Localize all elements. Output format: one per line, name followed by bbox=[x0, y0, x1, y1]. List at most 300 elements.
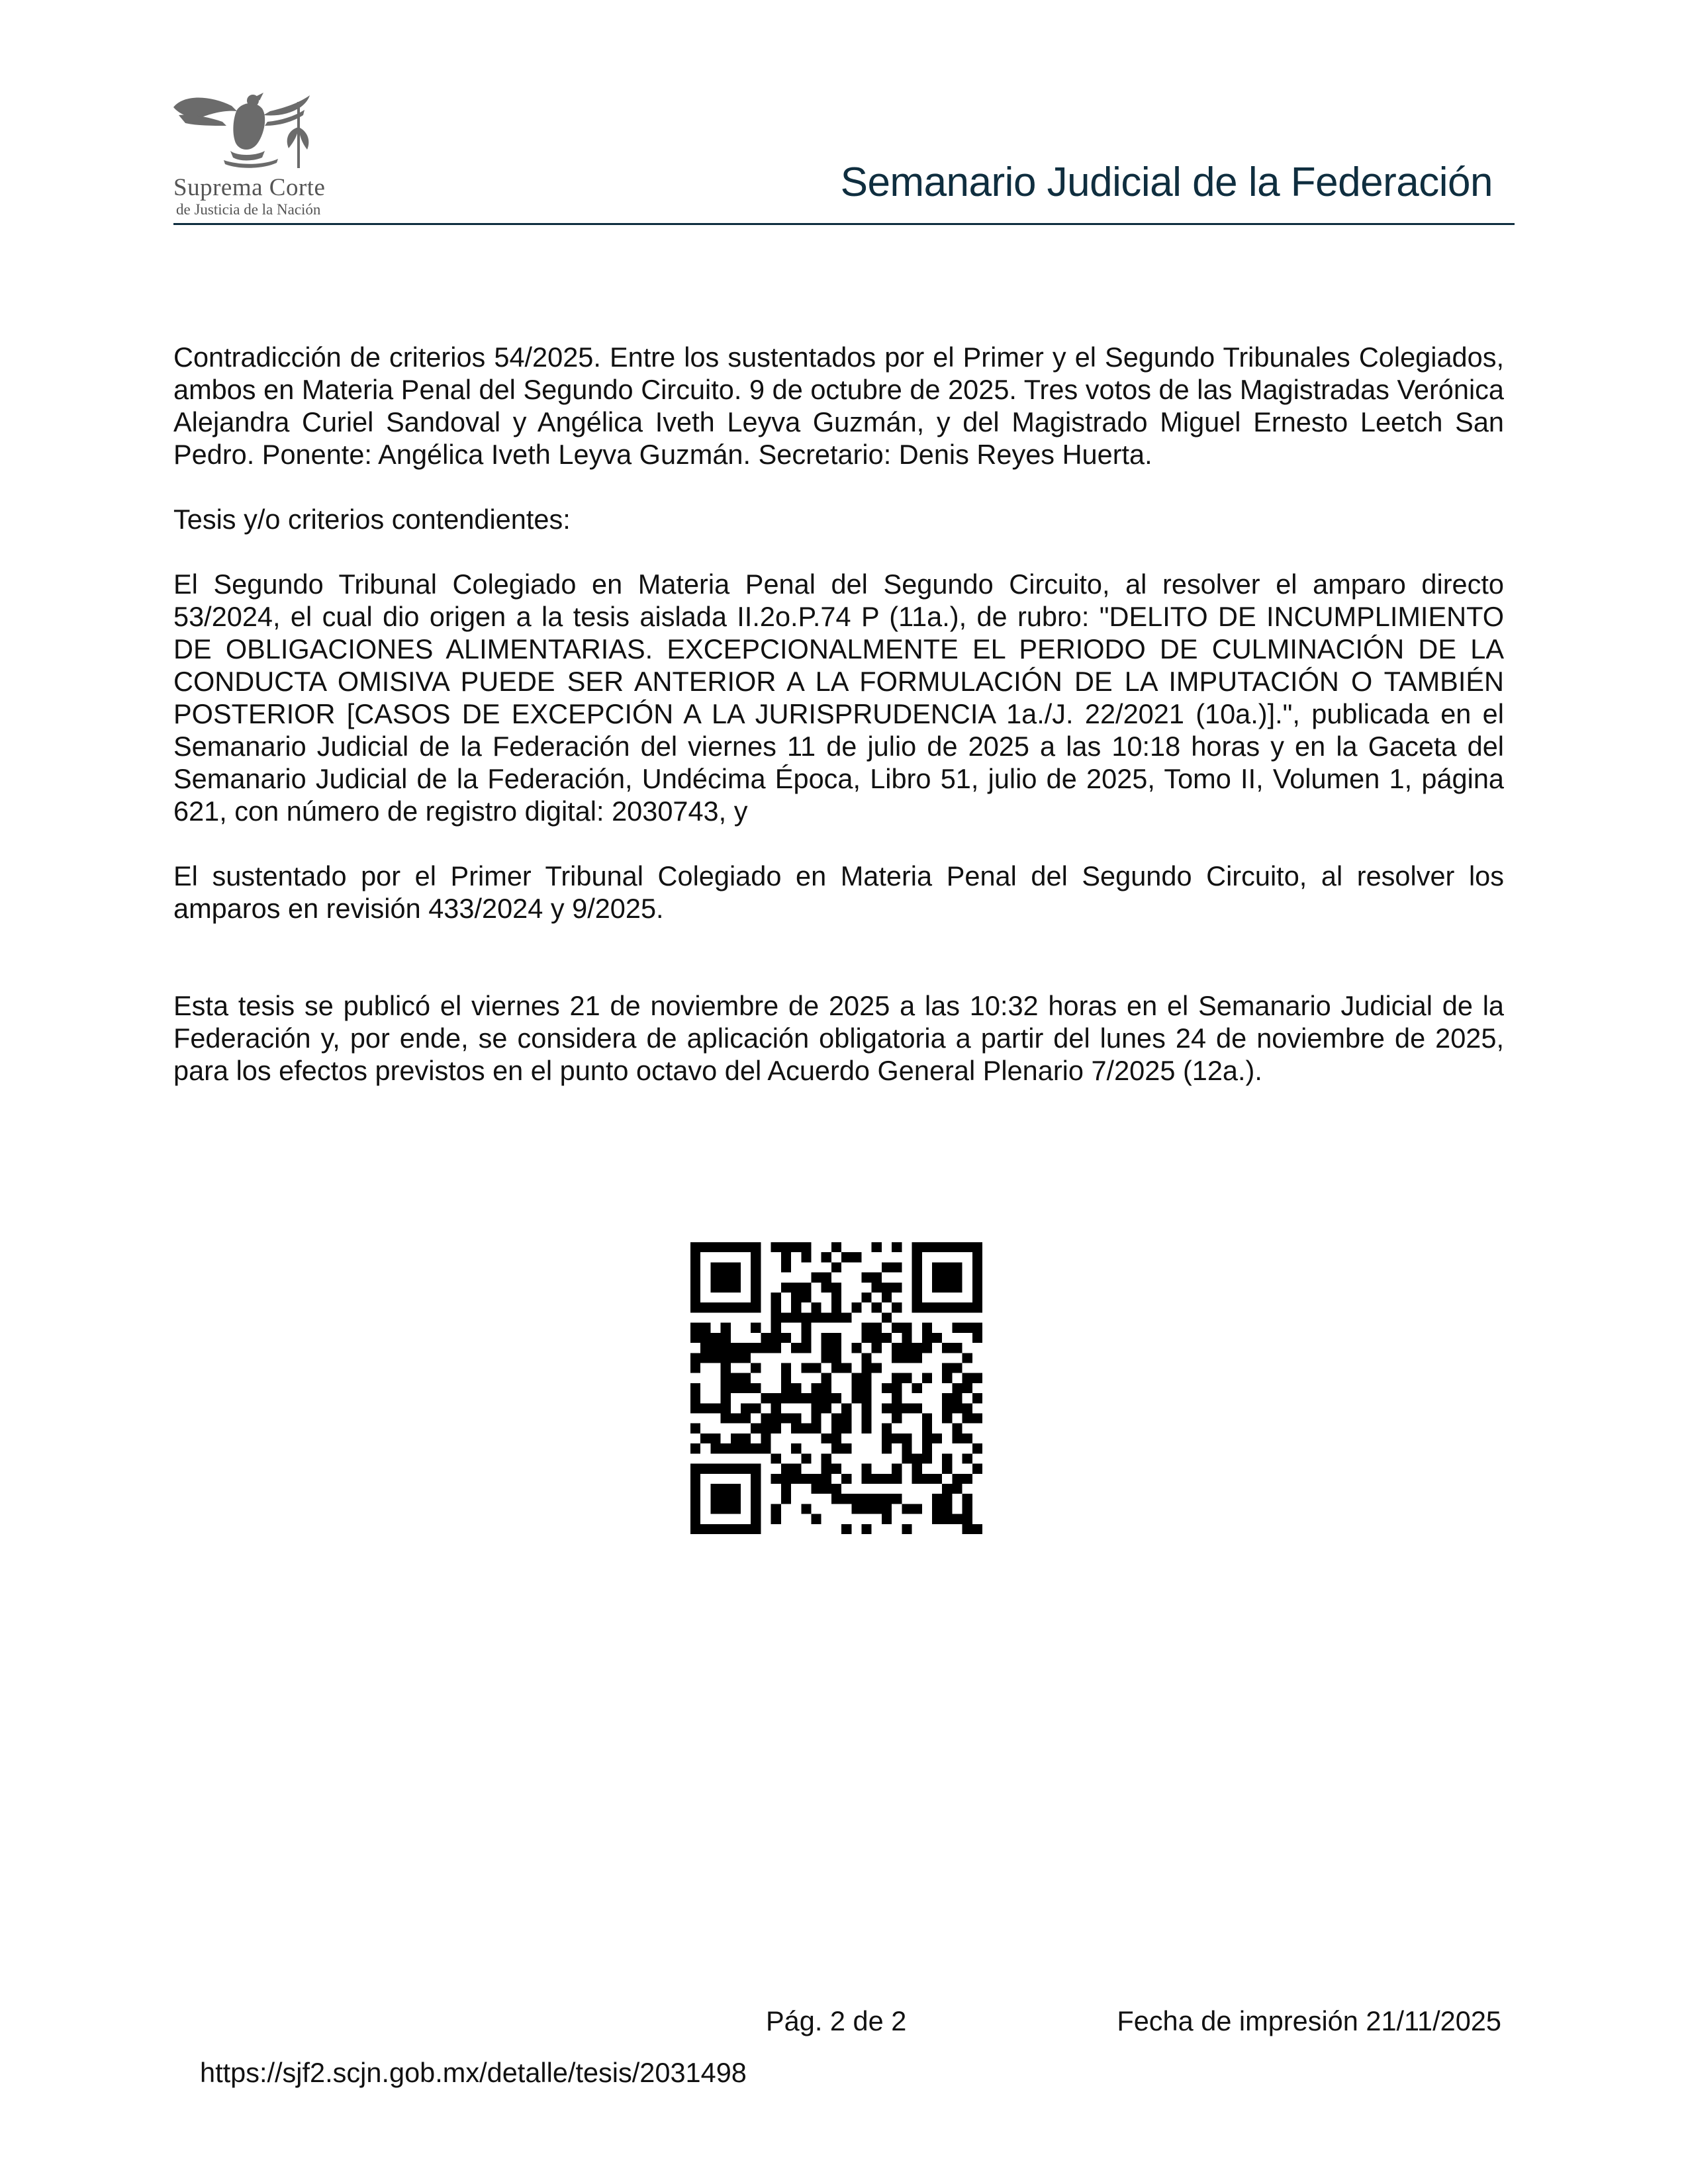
qr-module bbox=[710, 1273, 720, 1283]
qr-module bbox=[892, 1283, 902, 1293]
qr-module bbox=[831, 1464, 841, 1474]
qr-module bbox=[972, 1323, 982, 1333]
qr-module bbox=[741, 1373, 751, 1383]
qr-module bbox=[892, 1393, 902, 1403]
qr-module bbox=[912, 1293, 922, 1302]
qr-module bbox=[912, 1504, 922, 1514]
qr-module bbox=[851, 1343, 861, 1353]
qr-module bbox=[872, 1494, 882, 1504]
qr-module bbox=[811, 1403, 821, 1413]
qr-module bbox=[801, 1242, 811, 1252]
qr-module bbox=[831, 1424, 841, 1433]
qr-module bbox=[942, 1393, 952, 1403]
paragraph-publication-note: Esta tesis se publicó el viernes 21 de noviembre de 2025 a las 10:32 horas en el Semanario Judicial de la Federación y, por ende, se considera de aplicación obligatoria a partir del lunes 24 de noviembre de 2025, para los efectos previstos en el punto octavo del Acuerdo General Plenario 7/2025 (12a.). bbox=[173, 990, 1504, 1086]
qr-module bbox=[791, 1393, 801, 1403]
qr-module bbox=[700, 1353, 710, 1363]
qr-module bbox=[892, 1343, 902, 1353]
qr-module bbox=[902, 1504, 912, 1514]
qr-code-icon bbox=[690, 1242, 982, 1534]
qr-module bbox=[761, 1414, 771, 1424]
qr-module bbox=[962, 1514, 972, 1524]
qr-module bbox=[942, 1283, 952, 1293]
qr-module bbox=[882, 1403, 892, 1413]
qr-module bbox=[952, 1383, 962, 1393]
qr-module bbox=[781, 1252, 791, 1262]
qr-module bbox=[942, 1403, 952, 1413]
qr-module bbox=[690, 1424, 700, 1433]
qr-module bbox=[872, 1283, 882, 1293]
qr-module bbox=[690, 1514, 700, 1524]
qr-module bbox=[962, 1302, 972, 1312]
qr-module bbox=[821, 1312, 831, 1322]
qr-module bbox=[791, 1242, 801, 1252]
qr-module bbox=[751, 1242, 761, 1252]
header-divider bbox=[173, 223, 1515, 225]
qr-module bbox=[862, 1403, 872, 1413]
qr-module bbox=[882, 1383, 892, 1393]
qr-module bbox=[710, 1504, 720, 1514]
qr-module bbox=[731, 1273, 741, 1283]
qr-module bbox=[862, 1414, 872, 1424]
qr-module bbox=[741, 1383, 751, 1393]
qr-module bbox=[962, 1524, 972, 1534]
qr-module bbox=[862, 1383, 872, 1393]
qr-module bbox=[831, 1262, 841, 1272]
qr-module bbox=[831, 1302, 841, 1312]
qr-module bbox=[741, 1443, 751, 1453]
qr-module bbox=[821, 1464, 831, 1474]
qr-module bbox=[831, 1312, 841, 1322]
qr-module bbox=[942, 1514, 952, 1524]
qr-module bbox=[952, 1393, 962, 1403]
qr-module bbox=[892, 1403, 902, 1413]
qr-module bbox=[721, 1323, 731, 1333]
qr-module bbox=[771, 1312, 781, 1322]
qr-module bbox=[831, 1494, 841, 1504]
qr-module bbox=[892, 1373, 902, 1383]
paragraph-second-criterion: El sustentado por el Primer Tribunal Colegiado en Materia Penal del Segundo Circuito, al resolver los amparos en revisión 433/2024 y 9/2025. bbox=[173, 860, 1504, 924]
qr-module bbox=[922, 1474, 932, 1484]
source-url[interactable]: https://sjf2.scjn.gob.mx/detalle/tesis/2031498 bbox=[200, 2057, 747, 2088]
qr-module bbox=[902, 1433, 912, 1443]
qr-module bbox=[721, 1393, 731, 1403]
qr-module bbox=[892, 1464, 902, 1474]
qr-module bbox=[952, 1302, 962, 1312]
qr-module bbox=[841, 1363, 851, 1373]
document-body bbox=[173, 341, 1504, 1119]
qr-module bbox=[741, 1242, 751, 1252]
qr-module bbox=[731, 1373, 741, 1383]
qr-module bbox=[791, 1464, 801, 1474]
qr-module bbox=[821, 1283, 831, 1293]
qr-module bbox=[700, 1464, 710, 1474]
qr-module bbox=[922, 1424, 932, 1433]
qr-module bbox=[952, 1514, 962, 1524]
qr-module bbox=[721, 1302, 731, 1312]
qr-module bbox=[972, 1393, 982, 1403]
qr-module bbox=[731, 1414, 741, 1424]
qr-module bbox=[841, 1524, 851, 1534]
qr-module bbox=[882, 1494, 892, 1504]
qr-module bbox=[922, 1302, 932, 1312]
qr-module bbox=[721, 1403, 731, 1413]
logo-title: Suprema Corte bbox=[173, 174, 326, 201]
qr-module bbox=[821, 1474, 831, 1484]
qr-module bbox=[771, 1514, 781, 1524]
qr-module bbox=[872, 1323, 882, 1333]
qr-module bbox=[902, 1353, 912, 1363]
qr-module bbox=[771, 1414, 781, 1424]
qr-module bbox=[851, 1504, 861, 1514]
qr-module bbox=[741, 1343, 751, 1353]
qr-module bbox=[690, 1353, 700, 1363]
qr-module bbox=[922, 1443, 932, 1453]
qr-module bbox=[751, 1494, 761, 1504]
qr-module bbox=[801, 1333, 811, 1343]
qr-module bbox=[841, 1443, 851, 1453]
qr-module bbox=[700, 1343, 710, 1353]
qr-module bbox=[690, 1242, 700, 1252]
qr-module bbox=[942, 1494, 952, 1504]
qr-module bbox=[831, 1414, 841, 1424]
qr-module bbox=[952, 1403, 962, 1413]
qr-module bbox=[710, 1343, 720, 1353]
qr-module bbox=[952, 1343, 962, 1353]
qr-module bbox=[972, 1283, 982, 1293]
qr-module bbox=[882, 1424, 892, 1433]
qr-module bbox=[962, 1494, 972, 1504]
qr-module bbox=[862, 1424, 872, 1433]
qr-module bbox=[841, 1424, 851, 1433]
qr-module bbox=[972, 1373, 982, 1383]
qr-module bbox=[831, 1393, 841, 1403]
qr-module bbox=[811, 1484, 821, 1494]
qr-module bbox=[721, 1353, 731, 1363]
qr-module bbox=[751, 1343, 761, 1353]
qr-module bbox=[972, 1464, 982, 1474]
qr-module bbox=[821, 1453, 831, 1463]
qr-module bbox=[952, 1424, 962, 1433]
qr-module bbox=[721, 1262, 731, 1272]
qr-module bbox=[791, 1343, 801, 1353]
qr-module bbox=[892, 1302, 902, 1312]
qr-module bbox=[721, 1373, 731, 1383]
qr-module bbox=[952, 1273, 962, 1283]
qr-module bbox=[841, 1474, 851, 1484]
qr-module bbox=[690, 1464, 700, 1474]
qr-module bbox=[721, 1383, 731, 1393]
qr-module bbox=[882, 1514, 892, 1524]
qr-module bbox=[892, 1383, 902, 1393]
qr-module bbox=[731, 1242, 741, 1252]
qr-module bbox=[962, 1453, 972, 1463]
qr-module bbox=[942, 1453, 952, 1463]
qr-module bbox=[801, 1424, 811, 1433]
qr-module bbox=[811, 1514, 821, 1524]
qr-module bbox=[801, 1312, 811, 1322]
qr-module bbox=[831, 1363, 841, 1373]
qr-module bbox=[811, 1424, 821, 1433]
qr-module bbox=[690, 1443, 700, 1453]
qr-module bbox=[751, 1363, 761, 1373]
qr-module bbox=[892, 1433, 902, 1443]
qr-module bbox=[761, 1424, 771, 1433]
qr-module bbox=[882, 1262, 892, 1272]
qr-module bbox=[912, 1252, 922, 1262]
qr-module bbox=[821, 1433, 831, 1443]
qr-module bbox=[690, 1524, 700, 1534]
qr-module bbox=[771, 1343, 781, 1353]
qr-module bbox=[791, 1443, 801, 1453]
qr-module bbox=[781, 1414, 791, 1424]
scjn-logo bbox=[171, 87, 330, 220]
qr-module bbox=[751, 1464, 761, 1474]
qr-module bbox=[912, 1302, 922, 1312]
qr-module bbox=[892, 1474, 902, 1484]
qr-module bbox=[862, 1393, 872, 1403]
qr-module bbox=[801, 1504, 811, 1514]
qr-module bbox=[761, 1393, 771, 1403]
qr-module bbox=[821, 1343, 831, 1353]
qr-module bbox=[751, 1424, 761, 1433]
qr-module bbox=[801, 1363, 811, 1373]
qr-module bbox=[882, 1443, 892, 1453]
qr-module bbox=[862, 1373, 872, 1383]
qr-module bbox=[962, 1474, 972, 1484]
qr-module bbox=[731, 1433, 741, 1443]
qr-module bbox=[962, 1353, 972, 1363]
qr-module bbox=[942, 1373, 952, 1383]
qr-module bbox=[841, 1312, 851, 1322]
qr-module bbox=[972, 1242, 982, 1252]
qr-module bbox=[952, 1484, 962, 1494]
qr-module bbox=[932, 1494, 942, 1504]
qr-module bbox=[912, 1273, 922, 1283]
qr-module bbox=[811, 1302, 821, 1312]
qr-module bbox=[721, 1504, 731, 1514]
qr-module bbox=[690, 1273, 700, 1283]
qr-module bbox=[932, 1333, 942, 1343]
qr-module bbox=[791, 1424, 801, 1433]
qr-module bbox=[700, 1323, 710, 1333]
qr-module bbox=[690, 1504, 700, 1514]
qr-module bbox=[801, 1474, 811, 1484]
qr-module bbox=[882, 1504, 892, 1514]
qr-module bbox=[690, 1293, 700, 1302]
qr-module bbox=[922, 1414, 932, 1424]
qr-module bbox=[902, 1403, 912, 1413]
qr-module bbox=[811, 1273, 821, 1283]
qr-module bbox=[781, 1312, 791, 1322]
qr-module bbox=[721, 1414, 731, 1424]
qr-module bbox=[731, 1443, 741, 1453]
qr-module bbox=[912, 1383, 922, 1393]
qr-module bbox=[882, 1312, 892, 1322]
qr-module bbox=[972, 1293, 982, 1302]
eagle-seal-icon bbox=[171, 87, 330, 173]
qr-module bbox=[751, 1273, 761, 1283]
qr-module bbox=[751, 1484, 761, 1494]
qr-module bbox=[710, 1242, 720, 1252]
qr-module bbox=[751, 1514, 761, 1524]
qr-module bbox=[972, 1443, 982, 1453]
qr-module bbox=[700, 1333, 710, 1343]
qr-module bbox=[690, 1403, 700, 1413]
qr-module bbox=[781, 1333, 791, 1343]
qr-module bbox=[872, 1343, 882, 1353]
qr-module bbox=[721, 1343, 731, 1353]
qr-module bbox=[781, 1383, 791, 1393]
qr-module bbox=[751, 1504, 761, 1514]
qr-module bbox=[972, 1333, 982, 1343]
paragraph-resolution: Contradicción de criterios 54/2025. Entre los sustentados por el Primer y el Segundo Tribunales Colegiados, ambos en Materia Penal del Segundo Circuito. 9 de octubre de 2025. Tres votos de las Magistradas Verónica Alejandra Curiel Sandoval y Angélica Iveth Leyva Guzmán, y del Magistrado Miguel Ernesto Leetch San Pedro. Ponente: Angélica Iveth Leyva Guzmán. Secretario: Denis Reyes Huerta. bbox=[173, 341, 1504, 470]
qr-module bbox=[771, 1403, 781, 1413]
qr-module bbox=[731, 1302, 741, 1312]
qr-module bbox=[791, 1383, 801, 1393]
qr-module bbox=[741, 1464, 751, 1474]
qr-module bbox=[821, 1252, 831, 1262]
qr-module bbox=[912, 1262, 922, 1272]
qr-module bbox=[731, 1343, 741, 1353]
qr-module bbox=[922, 1453, 932, 1463]
qr-module bbox=[841, 1414, 851, 1424]
qr-module bbox=[851, 1302, 861, 1312]
qr-module bbox=[741, 1302, 751, 1312]
qr-module bbox=[841, 1252, 851, 1262]
qr-module bbox=[902, 1373, 912, 1383]
qr-module bbox=[902, 1524, 912, 1534]
qr-module bbox=[922, 1343, 932, 1353]
qr-module bbox=[710, 1484, 720, 1494]
qr-module bbox=[710, 1443, 720, 1453]
qr-module bbox=[872, 1242, 882, 1252]
qr-module bbox=[791, 1414, 801, 1424]
qr-module bbox=[721, 1524, 731, 1534]
qr-module bbox=[690, 1333, 700, 1343]
qr-module bbox=[862, 1363, 872, 1373]
qr-module bbox=[922, 1323, 932, 1333]
qr-module bbox=[831, 1484, 841, 1494]
qr-module bbox=[771, 1453, 781, 1463]
qr-module bbox=[690, 1393, 700, 1403]
qr-module bbox=[781, 1373, 791, 1383]
qr-module bbox=[912, 1464, 922, 1474]
qr-module bbox=[862, 1293, 872, 1302]
qr-module bbox=[741, 1403, 751, 1413]
qr-module bbox=[801, 1283, 811, 1293]
qr-module bbox=[831, 1433, 841, 1443]
qr-module bbox=[831, 1242, 841, 1252]
qr-module bbox=[872, 1504, 882, 1514]
qr-module bbox=[942, 1242, 952, 1252]
qr-module bbox=[710, 1262, 720, 1272]
qr-module bbox=[781, 1262, 791, 1272]
qr-module bbox=[781, 1494, 791, 1504]
qr-module bbox=[811, 1312, 821, 1322]
qr-module bbox=[932, 1433, 942, 1443]
qr-module bbox=[962, 1433, 972, 1443]
qr-module bbox=[710, 1524, 720, 1534]
qr-module bbox=[690, 1383, 700, 1393]
qr-module bbox=[882, 1283, 892, 1293]
qr-module bbox=[700, 1524, 710, 1534]
qr-module bbox=[821, 1393, 831, 1403]
qr-module bbox=[721, 1283, 731, 1293]
qr-module bbox=[952, 1474, 962, 1484]
qr-module bbox=[710, 1403, 720, 1413]
qr-module bbox=[771, 1424, 781, 1433]
qr-module bbox=[972, 1524, 982, 1534]
qr-module bbox=[872, 1333, 882, 1343]
qr-module bbox=[962, 1323, 972, 1333]
qr-module bbox=[882, 1433, 892, 1443]
qr-module bbox=[831, 1443, 841, 1453]
qr-module bbox=[791, 1474, 801, 1484]
paragraph-first-criterion: El Segundo Tribunal Colegiado en Materia Penal del Segundo Circuito, al resolver el amparo directo 53/2024, el cual dio origen a la tesis aislada II.2o.P.74 P (11a.), de rubro: "DELITO DE INCUMPLIMIENTO DE OBLIGACIONES ALIMENTARIAS. EXCEPCIONALMENTE EL PERIODO DE CULMINACIÓN DE LA CONDUCTA OMISIVA PUEDE SER ANTERIOR A LA FORMULACIÓN DE LA IMPUTACIÓN O TAMBIÉN POSTERIOR [CASOS DE EXCEPCIÓN A LA JURISPRUDENCIA 1a./J. 22/2021 (10a.)].", publicada en el Semanario Judicial de la Federación del viernes 11 de julio de 2025 a las 10:18 horas y en la Gaceta del Semanario Judicial de la Federación, Undécima Época, Libro 51, julio de 2025, Tomo II, Volumen 1, página 621, con número de registro digital: 2030743, y bbox=[173, 569, 1504, 827]
qr-module bbox=[922, 1433, 932, 1443]
qr-module bbox=[721, 1363, 731, 1373]
qr-module bbox=[851, 1383, 861, 1393]
qr-module bbox=[932, 1514, 942, 1524]
qr-module bbox=[862, 1353, 872, 1363]
qr-module bbox=[972, 1273, 982, 1283]
qr-module bbox=[862, 1524, 872, 1534]
qr-module bbox=[932, 1273, 942, 1283]
qr-module bbox=[731, 1484, 741, 1494]
qr-module bbox=[690, 1302, 700, 1312]
qr-module bbox=[972, 1252, 982, 1262]
qr-module bbox=[912, 1403, 922, 1413]
qr-module bbox=[972, 1414, 982, 1424]
qr-module bbox=[962, 1414, 972, 1424]
qr-module bbox=[962, 1383, 972, 1393]
qr-module bbox=[952, 1433, 962, 1443]
qr-module bbox=[841, 1403, 851, 1413]
qr-module bbox=[912, 1242, 922, 1252]
qr-module bbox=[932, 1242, 942, 1252]
qr-module bbox=[862, 1464, 872, 1474]
qr-module bbox=[751, 1403, 761, 1413]
qr-module bbox=[942, 1464, 952, 1474]
qr-module bbox=[831, 1293, 841, 1302]
qr-module bbox=[771, 1504, 781, 1514]
qr-module bbox=[821, 1373, 831, 1383]
qr-module bbox=[801, 1343, 811, 1353]
qr-module bbox=[862, 1323, 872, 1333]
qr-module bbox=[862, 1504, 872, 1514]
qr-module bbox=[731, 1353, 741, 1363]
qr-module bbox=[761, 1333, 771, 1343]
qr-module bbox=[710, 1333, 720, 1343]
qr-module bbox=[902, 1443, 912, 1453]
qr-module bbox=[751, 1252, 761, 1262]
qr-module bbox=[902, 1323, 912, 1333]
qr-module bbox=[962, 1373, 972, 1383]
qr-module bbox=[771, 1323, 781, 1333]
qr-module bbox=[731, 1262, 741, 1272]
qr-module bbox=[751, 1323, 761, 1333]
qr-module bbox=[751, 1293, 761, 1302]
qr-module bbox=[741, 1414, 751, 1424]
qr-module bbox=[902, 1453, 912, 1463]
qr-module bbox=[972, 1302, 982, 1312]
qr-module bbox=[892, 1262, 902, 1272]
qr-module bbox=[831, 1343, 841, 1353]
qr-module bbox=[690, 1252, 700, 1262]
qr-module bbox=[841, 1494, 851, 1504]
qr-module bbox=[771, 1293, 781, 1302]
qr-module bbox=[821, 1403, 831, 1413]
